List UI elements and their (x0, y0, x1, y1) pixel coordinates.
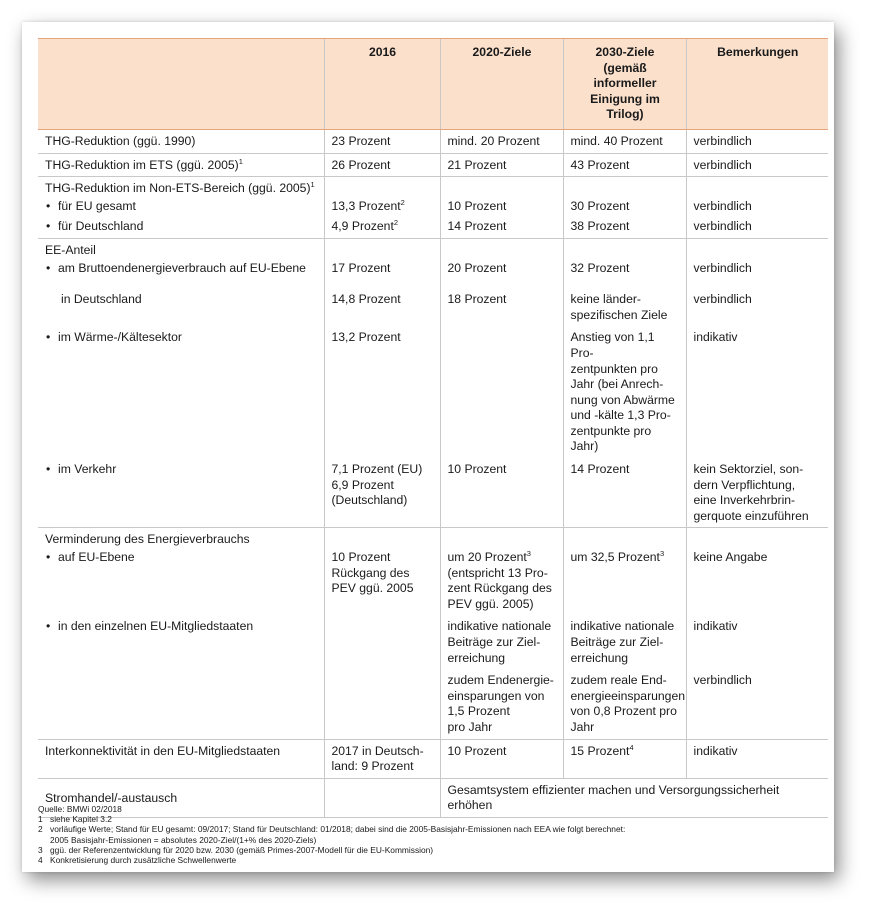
bullet-label: • am Bruttoendenergieverbrauch auf EU-Ebene (45, 261, 306, 275)
cell-line: (entspricht 13 Pro- (447, 565, 548, 580)
header-2030-note-2: Einigung im Trilog) (590, 91, 660, 122)
footnote-number: 3 (38, 844, 43, 855)
cell-line: Rückgang des (331, 565, 410, 580)
table-row (38, 669, 828, 739)
cell-line: gerquote einzuführen (693, 508, 809, 523)
cell-empty (324, 238, 440, 258)
document-page (22, 22, 834, 872)
header-2020: 2020-Ziele (440, 39, 563, 130)
cell-2030: 14 Prozent (563, 458, 686, 528)
cell-2020: 14 Prozent (440, 217, 563, 238)
cell-line: Jahr (570, 719, 595, 734)
cell-value: 4,9 Prozent (331, 219, 394, 234)
cell-line: dern Verpflichtung, (693, 477, 796, 492)
row-label (38, 615, 324, 669)
cell-2020 (440, 669, 563, 739)
footnote-ref: 2 (400, 197, 405, 207)
footnote-text: ggü. der Referenzentwicklung für 2020 bzw. 2030 (gemäß Primes-2007-Modell für die EU-Kommission) (50, 844, 434, 855)
cell-line: keine länder- (570, 292, 641, 307)
source-note: Quelle: BMWi 02/2018 (38, 804, 122, 814)
cell-2016 (324, 548, 440, 615)
cell-2030: 43 Prozent (563, 153, 686, 177)
footnote-2-formula: 2005 Basisjahr-Emissionen = absolutes 2020-Ziel/(1+% des 2020-Ziels) (50, 834, 317, 845)
row-label: Interkonnektivität in den EU-Mitgliedstaaten (38, 739, 324, 778)
bullet-label: • für EU gesamt (45, 199, 136, 213)
cell-line: Anstieg von 1,1 Pro- (570, 330, 655, 360)
footnote-1 (38, 814, 828, 824)
table-row (38, 217, 828, 238)
row-label (38, 288, 324, 326)
cell-line: zentpunkten pro (570, 361, 658, 376)
row-label: Verminderung des Energieverbrauchs (38, 528, 324, 548)
cell-line: und -kälte 1,3 Pro- (570, 408, 671, 423)
cell-2020 (440, 615, 563, 669)
row-label (38, 177, 324, 197)
cell-remark: verbindlich (686, 197, 828, 218)
cell-2016: 13,2 Prozent (324, 326, 440, 458)
row-label (38, 153, 324, 177)
table-row (38, 259, 828, 289)
header-empty-cell (38, 39, 324, 130)
footnote-text: siehe Kapitel 3.2 (50, 814, 112, 825)
row-label (38, 458, 324, 528)
cell-2020: 10 Prozent (440, 458, 563, 528)
indented-label: in Deutschland (61, 292, 142, 307)
table-row (38, 153, 828, 177)
cell-value: 15 Prozent (570, 743, 630, 758)
cell-empty (686, 238, 828, 258)
cell-line: indikative nationale (447, 619, 552, 634)
cell-2030 (563, 739, 686, 778)
cell-value: um 32,5 Prozent (570, 550, 660, 565)
row-label (38, 669, 324, 739)
cell-line: zudem reale End- (570, 673, 667, 688)
cell-2020: 10 Prozent (440, 739, 563, 778)
cell-empty (324, 177, 440, 197)
cell-2020: 18 Prozent (440, 288, 563, 326)
cell-line: (Deutschland) (331, 493, 408, 508)
cell-line: indikative nationale (570, 619, 675, 634)
cell-remark: indikativ (686, 326, 828, 458)
cell-2020: 10 Prozent (440, 197, 563, 218)
cell-2030 (563, 548, 686, 615)
row-label (38, 217, 324, 238)
cell-line: von 0,8 Prozent pro (570, 704, 677, 719)
table-header-row (38, 39, 828, 130)
cell-2016 (324, 197, 440, 218)
cell-remark: keine Angabe (686, 548, 828, 615)
cell-2016 (324, 739, 440, 778)
cell-2016 (324, 669, 440, 739)
cell-empty (563, 238, 686, 258)
cell-remark: verbindlich (686, 288, 828, 326)
footnote-ref: 1 (310, 180, 315, 190)
table-row (38, 197, 828, 218)
cell-2020 (440, 326, 563, 458)
cell-2020: mind. 20 Prozent (440, 129, 563, 153)
row-label: EE-Anteil (38, 238, 324, 258)
cell-empty (440, 177, 563, 197)
footnote-2 (38, 824, 828, 834)
cell-remark: indikativ (686, 739, 828, 778)
cell-empty (440, 528, 563, 548)
footnote-ref: 3 (526, 548, 531, 558)
bullet-label: • im Wärme-/Kältesektor (45, 330, 182, 344)
cell-line: erreichung (447, 650, 506, 665)
cell-line: Beiträge zur Ziel- (570, 635, 664, 649)
footnotes (38, 804, 828, 865)
header-2030-note-1: (gemäß informeller (593, 60, 657, 91)
cell-line: um 20 Prozent (447, 550, 527, 565)
cell-line: 7,1 Prozent (EU) (331, 462, 423, 477)
row-label (38, 197, 324, 218)
footnote-number: 2 (38, 824, 43, 835)
cell-remark: verbindlich (686, 259, 828, 289)
row-label (38, 548, 324, 615)
table-row (38, 326, 828, 458)
cell-empty (563, 177, 686, 197)
cell-line: nung von Abwärme (570, 392, 675, 407)
cell-2030: 32 Prozent (563, 259, 686, 289)
cell-empty (440, 238, 563, 258)
cell-2016 (324, 217, 440, 238)
footnote-text: Konkretisierung durch zusätzliche Schwellenwerte (50, 855, 237, 866)
cell-remark: verbindlich (686, 153, 828, 177)
cell-line: energieeinsparungen (570, 688, 686, 703)
cell-remark: verbindlich (686, 669, 828, 739)
cell-line: Beiträge zur Ziel- (447, 635, 541, 649)
cell-2030 (563, 326, 686, 458)
header-2016: 2016 (324, 39, 440, 130)
row-label-text: THG-Reduktion im ETS (ggü. 2005) (45, 157, 239, 172)
cell-2030 (563, 288, 686, 326)
cell-empty (324, 528, 440, 548)
footnote-number: 4 (38, 855, 43, 866)
footnote-number: 1 (38, 814, 43, 825)
cell-line: einsparungen von (447, 688, 545, 703)
bullet-label: • für Deutschland (45, 219, 143, 233)
cell-line: erreichung (570, 650, 629, 665)
cell-line: Jahr (bei Anrech- (570, 377, 664, 392)
cell-line: Gesamtsystem effizienter machen und Versorgungssicherheit (447, 782, 780, 797)
cell-empty (686, 177, 828, 197)
cell-line: PEV ggü. 2005 (331, 581, 414, 596)
cell-line: zudem Endenergie- (447, 673, 554, 688)
table-row (38, 739, 828, 778)
table-row (38, 615, 828, 669)
cell-line: spezifischen Ziele (570, 307, 668, 322)
cell-value: 13,3 Prozent (331, 198, 401, 213)
cell-empty (563, 528, 686, 548)
cell-2016: 26 Prozent (324, 153, 440, 177)
cell-line: zent Rückgang des (447, 581, 552, 596)
cell-2016 (324, 615, 440, 669)
cell-remark: indikativ (686, 615, 828, 669)
table-row-group-header (38, 238, 828, 258)
cell-2016: 14,8 Prozent (324, 288, 440, 326)
table-row (38, 288, 828, 326)
header-remarks: Bemerkungen (686, 39, 828, 130)
table-row (38, 458, 828, 528)
footnote-4 (38, 855, 828, 865)
table-row-group-header (38, 177, 828, 197)
cell-line: kein Sektorziel, son- (693, 462, 804, 477)
header-2030-title: 2030-Ziele (595, 45, 655, 59)
cell-2020: 21 Prozent (440, 153, 563, 177)
footnote-ref: 2 (393, 218, 399, 228)
cell-line: 10 Prozent (331, 550, 391, 565)
bullet-label: • im Verkehr (45, 462, 116, 476)
cell-empty (686, 528, 828, 548)
bullet-label: • in den einzelnen EU-Mitgliedstaaten (45, 619, 253, 633)
footnote-3 (38, 845, 828, 855)
table-row (38, 129, 828, 153)
row-label-text: THG-Reduktion im Non-ETS-Bereich (ggü. 2005) (45, 181, 311, 196)
footnote-ref: 4 (629, 742, 634, 752)
cell-line: 1,5 Prozent (447, 704, 510, 719)
row-label (38, 259, 324, 289)
footnote-ref: 3 (659, 548, 665, 558)
cell-line: eine Inverkehrbrin- (693, 493, 796, 508)
row-label: Stromhandel/-austausch (38, 778, 324, 817)
cell-line: zentpunkte pro Jahr) (570, 423, 652, 454)
cell-2020 (440, 548, 563, 615)
cell-remark: verbindlich (686, 129, 828, 153)
bullet-label: • auf EU-Ebene (45, 550, 135, 564)
cell-2030: 30 Prozent (563, 197, 686, 218)
cell-remark: verbindlich (686, 217, 828, 238)
cell-2016 (324, 458, 440, 528)
footnote-text: vorläufige Werte; Stand für EU gesamt: 09/2017; Stand für Deutschland: 01/2018; dabei sind die 2005-Basisjahr-Emissionen nach EEA wie folgt berechnet: (50, 824, 626, 835)
cell-remark (686, 458, 828, 528)
cell-2030 (563, 669, 686, 739)
cell-line: 6,9 Prozent (331, 477, 394, 492)
cell-line: 2017 in Deutsch- (331, 743, 424, 758)
row-label: THG-Reduktion (ggü. 1990) (38, 129, 324, 153)
footnote-ref: 1 (238, 156, 243, 166)
cell-2016: 23 Prozent (324, 129, 440, 153)
table-row (38, 548, 828, 615)
cell-2030: mind. 40 Prozent (563, 129, 686, 153)
energy-targets-table (38, 38, 828, 818)
row-label (38, 326, 324, 458)
cell-line: pro Jahr (447, 719, 493, 734)
cell-2030: 38 Prozent (563, 217, 686, 238)
cell-2030 (563, 615, 686, 669)
cell-line: erhöhen (447, 798, 493, 813)
cell-2020: 20 Prozent (440, 259, 563, 289)
table-row-group-header (38, 528, 828, 548)
cell-line: PEV ggü. 2005) (447, 596, 534, 611)
header-2030 (563, 39, 686, 130)
cell-line: land: 9 Prozent (331, 759, 414, 774)
cell-2016: 17 Prozent (324, 259, 440, 289)
